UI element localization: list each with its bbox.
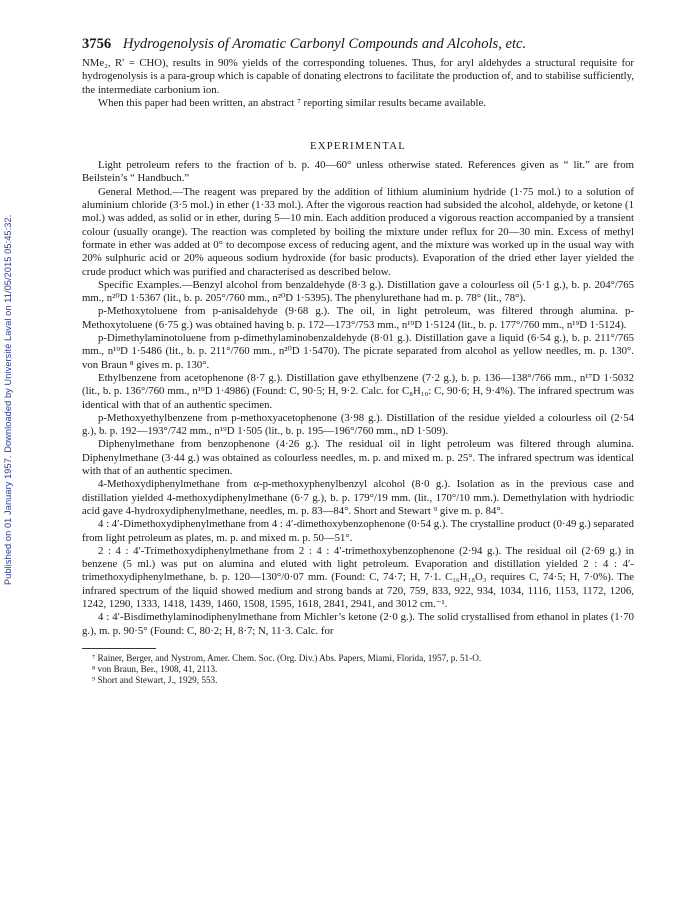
experimental-paragraph: General Method.—The reagent was prepared by the addition of lithium aluminium hydride (1·75 mol.) to a solution of aluminium chloride (3·5 mol.) in ether (1·33 mol.). After the vigorous reaction had subsided the alcohol, aldehyde, or ketone (1 mol.) was added, as solid or in ether, during 5—10 min. Each addition produced a vigorous reaction accompanied by a transient colour (usually orange). The reaction was completed by boiling the mixture under reflux for 20—30 min. Excess of methyl formate in ether was added at 0° to decompose excess of reducing agent, and the mixture was worked up in the usual way with 20% sulphuric acid or 20% aqueous sodium hydroxide (for basic products). Evaporation of the dried ether layer yielded the crude product which was purified and characterised as described below.	[82, 185, 634, 278]
intro-paragraph: NMe₂, R′ = CHO), results in 90% yields of the corresponding toluenes. Thus, for aryl aldehydes a structural requisite for hydrogenolysis is a para-group which is capable of donating electrons to facilitate the production of, and to stabilise sufficiently, the intermediate carbonium ion.	[82, 57, 634, 96]
experimental-paragraph: 4-Methoxydiphenylmethane from α-p-methoxyphenylbenzyl alcohol (8·0 g.). Isolation as in the previous case and distillation yielded 4-methoxydiphenylmethane (6·7 g.), b. p. 179°/19 mm. (lit., 170°/10 mm.). Demethylation with hydriodic acid gave 4-hydroxydiphenylmethane, needles, m. p. 83—84°. Short and Stewart ⁹ give m. p. 84°.	[82, 478, 634, 517]
intro-paragraph: When this paper had been written, an abstract ⁷ reporting similar results became available.	[98, 96, 486, 109]
experimental-paragraph: p-Methoxytoluene from p-anisaldehyde (9·68 g.). The oil, in light petroleum, was filtered through alumina. p-Methoxytoluene (6·75 g.) was obtained having b. p. 172—173°/753 mm., n¹⁹D 1·5124 (lit., b. p. 177°/760 mm., n¹⁹D 1·5124).	[82, 305, 634, 331]
running-title: Hydrogenolysis of Aromatic Carbonyl Compounds and Alcohols, etc.	[122, 36, 527, 52]
experimental-paragraph: p-Methoxyethylbenzene from p-methoxyacetophenone (3·98 g.). Distillation of the residue yielded a colourless oil (2·54 g.), b. p. 192—193°/742 mm., n¹⁹D 1·505 (lit., b. p. 195—196°/760 mm., nD 1·509).	[82, 411, 634, 438]
experimental-paragraph: 4 : 4′-Dimethoxydiphenylmethane from 4 : 4′-dimethoxybenzophenone (0·54 g.). The crystalline product (0·49 g.) separated from light petroleum as plates, m. p. and mixed m. p. 50—51°.	[82, 518, 634, 544]
experimental-paragraph: 4 : 4′-Bisdimethylaminodiphenylmethane from Michler’s ketone (2·0 g.). The solid crystallised from ethanol in plates (1·70 g.), m. p. 90·5° (Found: C, 80·2; H, 8·7; N, 11·3. Calc. for	[82, 611, 634, 637]
running-header	[82, 36, 634, 53]
journal-page	[82, 36, 634, 686]
download-watermark: Published on 01 January 1957. Downloaded by Université Laval on 11/05/2015 05:45:32.	[3, 214, 13, 586]
footnote-divider	[82, 648, 156, 649]
experimental-paragraph: Specific Examples.—Benzyl alcohol from benzaldehyde (8·3 g.). Distillation gave a colourless oil (5·1 g.), b. p. 204°/765 mm., n²⁰D 1·5367 (lit., b. p. 205°/760 mm., n²⁰D 1·5395). The phenylurethane had m. p. 78° (lit., 78°).	[82, 278, 634, 305]
page-number: 3756	[82, 36, 112, 52]
footnote: ⁹ Short and Stewart, J., 1929, 553.	[92, 675, 218, 686]
experimental-paragraph: Ethylbenzene from acetophenone (8·7 g.). Distillation gave ethylbenzene (7·2 g.), b. p. 136—138°/766 mm., n¹⁷D 1·5032 (lit., b. p. 136°/760 mm., n¹⁹D 1·4986) (Found: C, 90·5; H, 9·2. Calc. for C₈H₁₀: C, 90·6; H, 9·4%). The infrared spectrum was identical with that of an authentic specimen.	[82, 371, 634, 411]
experimental-paragraph: Diphenylmethane from benzophenone (4·26 g.). The residual oil in light petroleum was filtered through alumina. Diphenylmethane (3·44 g.) was obtained as colourless needles, m. p. and mixed m. p. 25°. The infrared spectrum was identical with that of an authentic specimen.	[82, 438, 634, 478]
experimental-paragraph: p-Dimethylaminotoluene from p-dimethylaminobenzaldehyde (8·01 g.). Distillation gave a liquid (6·54 g.), b. p. 211°/765 mm., n¹⁹D 1·5486 (lit., b. p. 211°/760 mm., n²⁰D 1·5470). The picrate separated from alcohol as yellow needles, m. p. 130°. von Braun ⁸ gives m. p. 130°.	[82, 332, 634, 371]
footnote: ⁷ Rainer, Berger, and Nystrom, Amer. Chem. Soc. (Org. Div.) Abs. Papers, Miami, Florida, 1957, p. 51-O.	[92, 652, 482, 663]
footnote: ⁸ von Braun, Ber., 1908, 41, 2113.	[92, 664, 218, 675]
section-heading: EXPERIMENTAL	[310, 140, 406, 153]
experimental-paragraph: Light petroleum refers to the fraction of b. p. 40—60° unless otherwise stated. References given as “ lit.” are from Beilstein’s “ Handbuch.”	[82, 159, 634, 185]
experimental-paragraph: 2 : 4 : 4′-Trimethoxydiphenylmethane from 2 : 4 : 4′-trimethoxybenzophenone (2·94 g.). The residual oil (2·69 g.) in benzene (5 ml.) was put on alumina and eluted with light petroleum. Evaporation and distillation yielded 2 : 4 : 4′-trimethoxydiphenylmethane, b. p. 120—130°/0·07 mm. (Found: C, 74·7; H, 7·1. C₁₆H₁₈O₃ requires C, 74·5; H, 7·0%). The infrared spectrum of the liquid showed medium and strong bands at 720, 759, 833, 922, 934, 1034, 1116, 1153, 1172, 1206, 1242, 1290, 1333, 1418, 1439, 1460, 1508, 1595, 1618, 2841, 2941, and 3012 cm.⁻¹.	[82, 544, 634, 610]
